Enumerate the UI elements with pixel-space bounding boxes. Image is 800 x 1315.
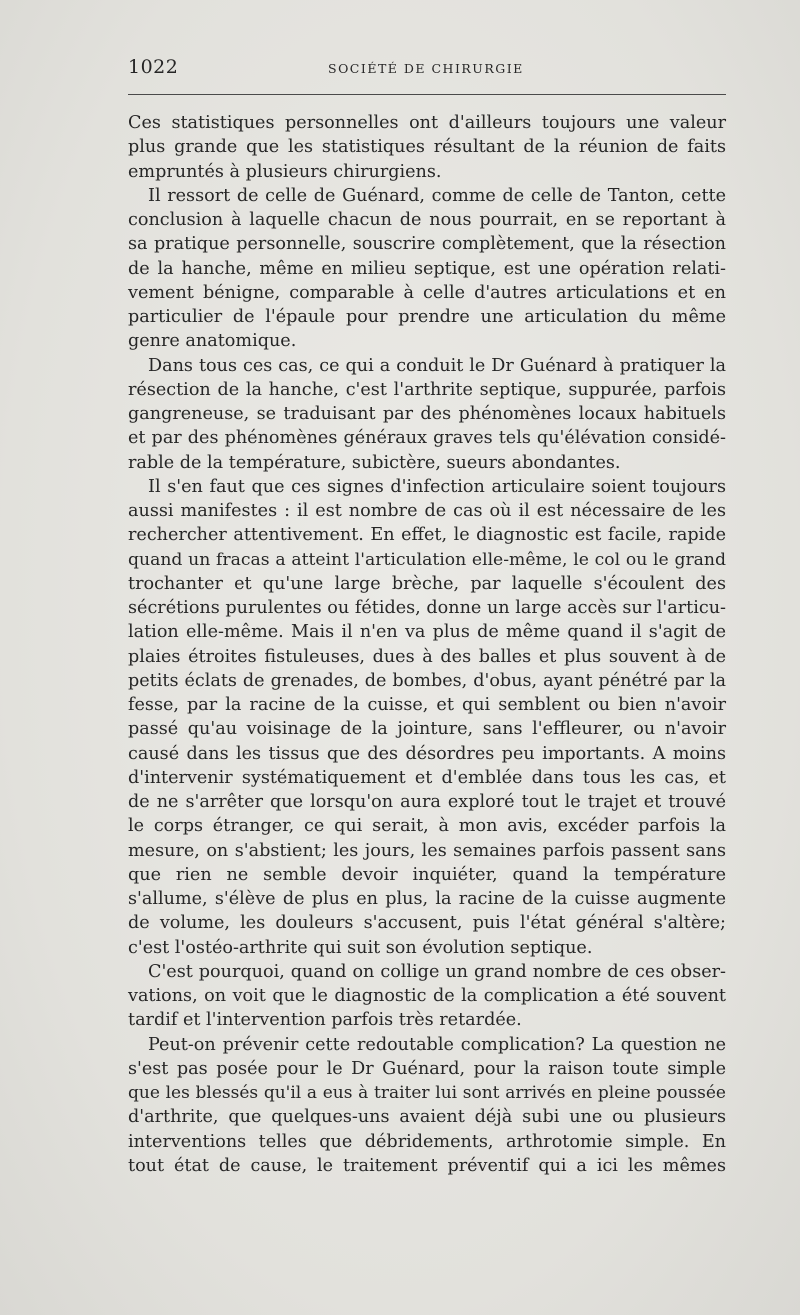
text-line: le corps étranger, ce qui serait, à mon avis, excéder parfois la — [128, 816, 726, 837]
text-line: tardif et l'intervention parfois très retardée. — [128, 1010, 522, 1031]
text-line: plus grande que les statistiques résultant de la réunion de faits — [128, 137, 726, 158]
text-line: de ne s'arrêter que lorsqu'on aura exploré tout le trajet et trouvé — [128, 792, 726, 812]
text-line: C'est pourquoi, quand on collige un grand nombre de ces obser- — [148, 961, 726, 982]
text-line: passé qu'au voisinage de la jointure, sans l'effleurer, ou n'avoir — [128, 719, 726, 740]
text-line: vations, on voit que le diagnostic de la complication a été souvent — [128, 986, 726, 1006]
running-head: SOCIÉTÉ DE CHIRURGIE — [328, 61, 524, 76]
text-line: quand un fracas a atteint l'articulation elle-même, le col ou le grand — [128, 549, 726, 570]
text-line: causé dans les tissus que des désordres peu importants. A moins — [128, 743, 726, 764]
text-line: s'allume, s'élève de plus en plus, la racine de la cuisse augmente — [128, 889, 726, 909]
text-line: s'est pas posée pour le Dr Guénard, pour la raison toute simple — [128, 1058, 726, 1079]
text-line: fesse, par la racine de la cuisse, et qui semblent ou bien n'avoir — [128, 695, 726, 715]
text-line: empruntés à plusieurs chirurgiens. — [128, 161, 442, 182]
text-line: sécrétions purulentes ou fétides, donne un large accès sur l'articu- — [128, 598, 726, 618]
text-line: lation elle-même. Mais il n'en va plus de même quand il s'agit de — [128, 622, 726, 643]
text-line: Il s'en faut que ces signes d'infection articulaire soient toujours — [148, 476, 726, 497]
text-line: genre anatomique. — [128, 331, 297, 352]
text-line: tout état de cause, le traitement préventif qui a ici les mêmes — [128, 1155, 726, 1176]
text-line: Il ressort de celle de Guénard, comme de celle de Tanton, cette — [148, 185, 726, 206]
text-line: conclusion à laquelle chacun de nous pourrait, en se reportant à — [128, 210, 726, 230]
text-line: Ces statistiques personnelles ont d'ailleurs toujours une valeur — [128, 113, 726, 133]
text-line: sa pratique personnelle, souscrire complètement, que la résection — [128, 234, 726, 255]
text-line: trochanter et qu'une large brèche, par laquelle s'écoulent des — [128, 573, 726, 594]
text-line: petits éclats de grenades, de bombes, d'obus, ayant pénétré par la — [128, 670, 726, 691]
text-line: que rien ne semble devoir inquiéter, quand la température — [128, 864, 726, 885]
text-line: rechercher attentivement. En effet, le diagnostic est facile, rapide — [128, 525, 726, 546]
text-line: de la hanche, même en milieu septique, est une opération relati- — [128, 258, 726, 279]
text-line: Dans tous ces cas, ce qui a conduit le Dr Guénard à pratiquer la — [148, 355, 726, 376]
text-line: mesure, on s'abstient; les jours, les semaines parfois passent sans — [128, 840, 726, 861]
text-line: gangreneuse, se traduisant par des phénomènes locaux habituels — [128, 404, 726, 424]
text-line: vement bénigne, comparable à celle d'autres articulations et en — [128, 282, 726, 303]
text-line: d'arthrite, que quelques-uns avaient déjà subi une ou plusieurs — [128, 1107, 726, 1128]
text-line: résection de la hanche, c'est l'arthrite septique, suppurée, parfois — [128, 379, 726, 400]
text-line: plaies étroites fistuleuses, dues à des balles et plus souvent à de — [128, 646, 726, 667]
page-number: 1022 — [128, 56, 179, 78]
text-line: c'est l'ostéo-arthrite qui suit son évolution septique. — [128, 937, 593, 958]
text-line: rable de la température, subictère, sueurs abondantes. — [128, 452, 621, 473]
text-line: que les blessés qu'il a eus à traiter lui sont arrivés en pleine poussée — [128, 1083, 726, 1103]
text-line: d'intervenir systématiquement et d'emblée dans tous les cas, et — [128, 767, 726, 788]
text-line: particulier de l'épaule pour prendre une articulation du même — [128, 307, 726, 327]
header-rule — [128, 94, 726, 95]
text-line: de volume, les douleurs s'accusent, puis l'état général s'altère; — [128, 913, 726, 934]
text-line: Peut-on prévenir cette redoutable complication? La question ne — [148, 1034, 726, 1055]
text-line: et par des phénomènes généraux graves tels qu'élévation considé- — [128, 428, 726, 449]
body-text — [128, 111, 726, 1178]
text-line: aussi manifestes : il est nombre de cas où il est nécessaire de les — [128, 501, 726, 521]
page-header — [128, 56, 726, 82]
text-line: interventions telles que débridements, arthrotomie simple. En — [128, 1131, 726, 1152]
